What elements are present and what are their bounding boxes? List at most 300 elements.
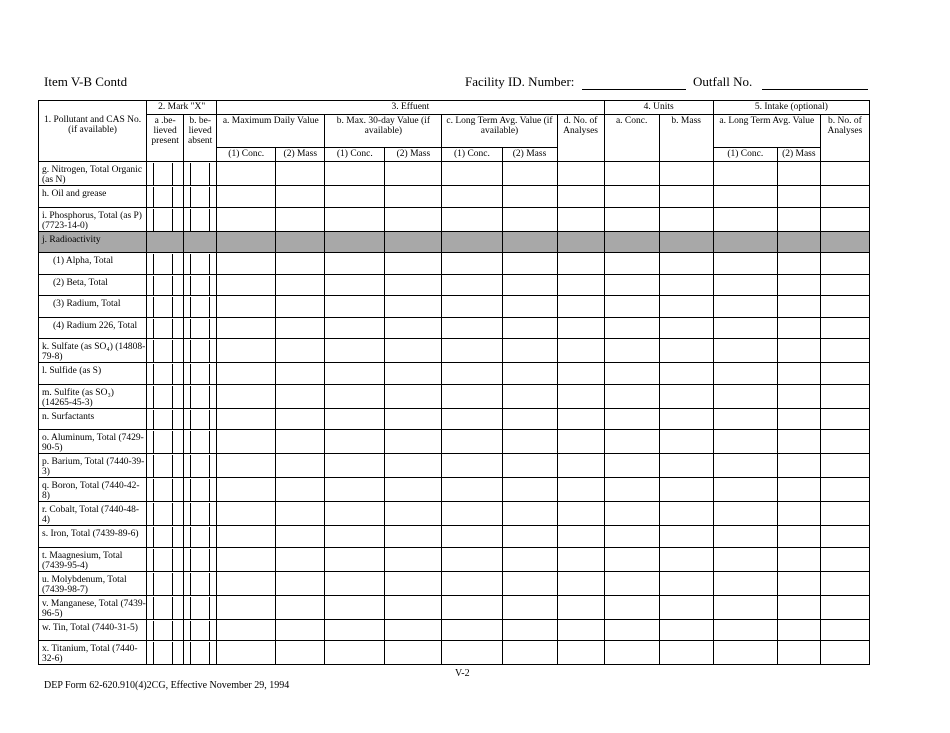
max-daily-mass-cell[interactable] — [276, 296, 325, 318]
max-30day-mass-cell[interactable] — [385, 502, 442, 526]
units-conc-cell[interactable] — [604, 207, 659, 231]
intake-conc-cell[interactable] — [713, 317, 777, 339]
max-daily-mass-cell[interactable] — [276, 317, 325, 339]
long-term-conc-cell[interactable] — [442, 408, 502, 430]
no-analyses-cell[interactable] — [557, 430, 604, 454]
believed-present-checkbox[interactable] — [147, 526, 184, 548]
units-conc-cell[interactable] — [604, 619, 659, 641]
max-30day-mass-cell[interactable] — [385, 296, 442, 318]
no-analyses-cell[interactable] — [557, 641, 604, 665]
believed-present-checkbox[interactable] — [147, 547, 184, 571]
units-conc-cell[interactable] — [604, 526, 659, 548]
max-30day-conc-cell[interactable] — [325, 296, 385, 318]
believed-present-checkbox[interactable] — [147, 408, 184, 430]
max-daily-mass-cell[interactable] — [276, 363, 325, 385]
believed-absent-checkbox[interactable] — [184, 547, 217, 571]
intake-mass-cell[interactable] — [777, 619, 820, 641]
max-30day-mass-cell[interactable] — [385, 595, 442, 619]
no-analyses-cell[interactable] — [557, 274, 604, 296]
long-term-mass-cell[interactable] — [502, 571, 557, 595]
believed-absent-checkbox[interactable] — [184, 207, 217, 231]
intake-mass-cell[interactable] — [777, 207, 820, 231]
intake-no-analyses-cell[interactable] — [820, 296, 869, 318]
intake-mass-cell[interactable] — [777, 454, 820, 478]
intake-no-analyses-cell[interactable] — [820, 339, 869, 363]
believed-absent-checkbox[interactable] — [184, 274, 217, 296]
max-30day-conc-cell[interactable] — [325, 408, 385, 430]
max-daily-mass-cell[interactable] — [276, 547, 325, 571]
long-term-mass-cell[interactable] — [502, 186, 557, 208]
no-analyses-cell[interactable] — [557, 186, 604, 208]
max-daily-mass-cell[interactable] — [276, 478, 325, 502]
intake-no-analyses-cell[interactable] — [820, 384, 869, 408]
intake-conc-cell[interactable] — [713, 619, 777, 641]
believed-absent-checkbox[interactable] — [184, 339, 217, 363]
max-30day-conc-cell[interactable] — [325, 162, 385, 186]
long-term-conc-cell[interactable] — [442, 186, 502, 208]
long-term-mass-cell[interactable] — [502, 619, 557, 641]
units-mass-cell[interactable] — [659, 207, 713, 231]
max-30day-conc-cell[interactable] — [325, 253, 385, 275]
units-conc-cell[interactable] — [604, 547, 659, 571]
max-daily-mass-cell[interactable] — [276, 274, 325, 296]
max-30day-mass-cell[interactable] — [385, 619, 442, 641]
long-term-conc-cell[interactable] — [442, 274, 502, 296]
intake-mass-cell[interactable] — [777, 363, 820, 385]
max-daily-mass-cell[interactable] — [276, 526, 325, 548]
max-30day-conc-cell[interactable] — [325, 384, 385, 408]
max-30day-mass-cell[interactable] — [385, 162, 442, 186]
believed-absent-checkbox[interactable] — [184, 296, 217, 318]
long-term-conc-cell[interactable] — [442, 641, 502, 665]
intake-mass-cell[interactable] — [777, 571, 820, 595]
intake-mass-cell[interactable] — [777, 408, 820, 430]
max-daily-conc-cell[interactable] — [217, 363, 276, 385]
believed-present-checkbox[interactable] — [147, 207, 184, 231]
max-30day-mass-cell[interactable] — [385, 363, 442, 385]
intake-no-analyses-cell[interactable] — [820, 595, 869, 619]
believed-absent-checkbox[interactable] — [184, 408, 217, 430]
max-daily-conc-cell[interactable] — [217, 274, 276, 296]
believed-present-checkbox[interactable] — [147, 162, 184, 186]
max-daily-conc-cell[interactable] — [217, 162, 276, 186]
max-daily-mass-cell[interactable] — [276, 619, 325, 641]
believed-absent-checkbox[interactable] — [184, 478, 217, 502]
long-term-conc-cell[interactable] — [442, 363, 502, 385]
believed-absent-checkbox[interactable] — [184, 641, 217, 665]
long-term-mass-cell[interactable] — [502, 274, 557, 296]
long-term-conc-cell[interactable] — [442, 253, 502, 275]
units-mass-cell[interactable] — [659, 619, 713, 641]
max-30day-conc-cell[interactable] — [325, 619, 385, 641]
intake-mass-cell[interactable] — [777, 547, 820, 571]
max-daily-conc-cell[interactable] — [217, 253, 276, 275]
max-30day-conc-cell[interactable] — [325, 207, 385, 231]
long-term-conc-cell[interactable] — [442, 339, 502, 363]
believed-absent-checkbox[interactable] — [184, 619, 217, 641]
intake-conc-cell[interactable] — [713, 641, 777, 665]
max-30day-conc-cell[interactable] — [325, 454, 385, 478]
long-term-mass-cell[interactable] — [502, 162, 557, 186]
units-conc-cell[interactable] — [604, 595, 659, 619]
max-daily-conc-cell[interactable] — [217, 595, 276, 619]
max-daily-conc-cell[interactable] — [217, 478, 276, 502]
intake-conc-cell[interactable] — [713, 408, 777, 430]
long-term-conc-cell[interactable] — [442, 619, 502, 641]
intake-conc-cell[interactable] — [713, 339, 777, 363]
intake-conc-cell[interactable] — [713, 571, 777, 595]
units-mass-cell[interactable] — [659, 296, 713, 318]
believed-absent-checkbox[interactable] — [184, 454, 217, 478]
max-daily-mass-cell[interactable] — [276, 430, 325, 454]
intake-mass-cell[interactable] — [777, 526, 820, 548]
max-30day-mass-cell[interactable] — [385, 186, 442, 208]
long-term-mass-cell[interactable] — [502, 317, 557, 339]
long-term-mass-cell[interactable] — [502, 547, 557, 571]
units-mass-cell[interactable] — [659, 478, 713, 502]
max-daily-conc-cell[interactable] — [217, 207, 276, 231]
max-30day-conc-cell[interactable] — [325, 547, 385, 571]
units-conc-cell[interactable] — [604, 408, 659, 430]
max-30day-mass-cell[interactable] — [385, 454, 442, 478]
no-analyses-cell[interactable] — [557, 207, 604, 231]
max-30day-conc-cell[interactable] — [325, 502, 385, 526]
no-analyses-cell[interactable] — [557, 502, 604, 526]
long-term-conc-cell[interactable] — [442, 526, 502, 548]
units-conc-cell[interactable] — [604, 186, 659, 208]
long-term-mass-cell[interactable] — [502, 384, 557, 408]
intake-no-analyses-cell[interactable] — [820, 547, 869, 571]
long-term-mass-cell[interactable] — [502, 454, 557, 478]
intake-conc-cell[interactable] — [713, 296, 777, 318]
intake-mass-cell[interactable] — [777, 339, 820, 363]
believed-present-checkbox[interactable] — [147, 571, 184, 595]
long-term-mass-cell[interactable] — [502, 502, 557, 526]
believed-absent-checkbox[interactable] — [184, 317, 217, 339]
long-term-mass-cell[interactable] — [502, 363, 557, 385]
intake-mass-cell[interactable] — [777, 274, 820, 296]
believed-absent-checkbox[interactable] — [184, 186, 217, 208]
no-analyses-cell[interactable] — [557, 454, 604, 478]
intake-no-analyses-cell[interactable] — [820, 641, 869, 665]
units-conc-cell[interactable] — [604, 339, 659, 363]
believed-present-checkbox[interactable] — [147, 363, 184, 385]
long-term-conc-cell[interactable] — [442, 502, 502, 526]
units-mass-cell[interactable] — [659, 162, 713, 186]
no-analyses-cell[interactable] — [557, 339, 604, 363]
long-term-conc-cell[interactable] — [442, 384, 502, 408]
intake-mass-cell[interactable] — [777, 430, 820, 454]
intake-conc-cell[interactable] — [713, 274, 777, 296]
intake-no-analyses-cell[interactable] — [820, 162, 869, 186]
believed-present-checkbox[interactable] — [147, 430, 184, 454]
long-term-mass-cell[interactable] — [502, 526, 557, 548]
max-30day-mass-cell[interactable] — [385, 207, 442, 231]
max-30day-conc-cell[interactable] — [325, 339, 385, 363]
believed-absent-checkbox[interactable] — [184, 384, 217, 408]
max-daily-conc-cell[interactable] — [217, 619, 276, 641]
believed-present-checkbox[interactable] — [147, 384, 184, 408]
max-daily-mass-cell[interactable] — [276, 571, 325, 595]
max-daily-conc-cell[interactable] — [217, 186, 276, 208]
long-term-mass-cell[interactable] — [502, 408, 557, 430]
believed-present-checkbox[interactable] — [147, 454, 184, 478]
units-mass-cell[interactable] — [659, 274, 713, 296]
no-analyses-cell[interactable] — [557, 253, 604, 275]
intake-no-analyses-cell[interactable] — [820, 478, 869, 502]
units-mass-cell[interactable] — [659, 384, 713, 408]
no-analyses-cell[interactable] — [557, 296, 604, 318]
believed-absent-checkbox[interactable] — [184, 430, 217, 454]
believed-present-checkbox[interactable] — [147, 317, 184, 339]
max-daily-mass-cell[interactable] — [276, 408, 325, 430]
intake-conc-cell[interactable] — [713, 162, 777, 186]
max-30day-mass-cell[interactable] — [385, 547, 442, 571]
units-conc-cell[interactable] — [604, 478, 659, 502]
max-daily-mass-cell[interactable] — [276, 162, 325, 186]
max-30day-conc-cell[interactable] — [325, 478, 385, 502]
intake-mass-cell[interactable] — [777, 186, 820, 208]
intake-mass-cell[interactable] — [777, 641, 820, 665]
believed-present-checkbox[interactable] — [147, 253, 184, 275]
max-30day-mass-cell[interactable] — [385, 571, 442, 595]
long-term-conc-cell[interactable] — [442, 478, 502, 502]
intake-no-analyses-cell[interactable] — [820, 274, 869, 296]
checkbox-frame — [153, 340, 173, 362]
no-analyses-cell[interactable] — [557, 162, 604, 186]
no-analyses-cell[interactable] — [557, 526, 604, 548]
intake-conc-cell[interactable] — [713, 253, 777, 275]
units-mass-cell[interactable] — [659, 502, 713, 526]
intake-no-analyses-cell[interactable] — [820, 207, 869, 231]
long-term-conc-cell[interactable] — [442, 162, 502, 186]
believed-absent-checkbox[interactable] — [184, 363, 217, 385]
intake-no-analyses-cell[interactable] — [820, 408, 869, 430]
max-30day-mass-cell[interactable] — [385, 641, 442, 665]
believed-absent-checkbox[interactable] — [184, 571, 217, 595]
no-analyses-cell[interactable] — [557, 478, 604, 502]
believed-present-checkbox[interactable] — [147, 296, 184, 318]
max-30day-conc-cell[interactable] — [325, 363, 385, 385]
long-term-mass-cell[interactable] — [502, 430, 557, 454]
long-term-mass-cell[interactable] — [502, 207, 557, 231]
max-daily-conc-cell[interactable] — [217, 408, 276, 430]
max-daily-mass-cell[interactable] — [276, 641, 325, 665]
long-term-conc-cell[interactable] — [442, 571, 502, 595]
pollutant-label: v. Manganese, Total (7439-96-5) — [39, 595, 147, 619]
units-mass-cell[interactable] — [659, 363, 713, 385]
units-mass-cell[interactable] — [659, 408, 713, 430]
max-daily-conc-cell[interactable] — [217, 547, 276, 571]
no-analyses-cell[interactable] — [557, 408, 604, 430]
units-mass-cell[interactable] — [659, 571, 713, 595]
intake-conc-cell[interactable] — [713, 186, 777, 208]
units-conc-cell[interactable] — [604, 454, 659, 478]
max-30day-mass-cell[interactable] — [385, 317, 442, 339]
believed-present-checkbox[interactable] — [147, 595, 184, 619]
max-daily-conc-cell[interactable] — [217, 317, 276, 339]
units-conc-cell[interactable] — [604, 296, 659, 318]
max-30day-conc-cell[interactable] — [325, 595, 385, 619]
intake-no-analyses-cell[interactable] — [820, 502, 869, 526]
max-30day-mass-cell[interactable] — [385, 430, 442, 454]
units-conc-cell[interactable] — [604, 274, 659, 296]
intake-mass-cell[interactable] — [777, 384, 820, 408]
max-daily-mass-cell[interactable] — [276, 384, 325, 408]
believed-absent-checkbox[interactable] — [184, 162, 217, 186]
intake-no-analyses-cell[interactable] — [820, 253, 869, 275]
no-analyses-cell[interactable] — [557, 595, 604, 619]
intake-mass-cell[interactable] — [777, 253, 820, 275]
max-daily-mass-cell[interactable] — [276, 454, 325, 478]
believed-present-checkbox[interactable] — [147, 274, 184, 296]
max-30day-mass-cell[interactable] — [385, 274, 442, 296]
believed-absent-checkbox[interactable] — [184, 526, 217, 548]
max-30day-conc-cell[interactable] — [325, 430, 385, 454]
facility-id-field[interactable] — [582, 89, 686, 90]
units-conc-cell[interactable] — [604, 384, 659, 408]
max-30day-mass-cell[interactable] — [385, 339, 442, 363]
max-30day-conc-cell[interactable] — [325, 526, 385, 548]
intake-conc-cell[interactable] — [713, 526, 777, 548]
max-30day-conc-cell[interactable] — [325, 571, 385, 595]
units-conc-cell[interactable] — [604, 571, 659, 595]
max-daily-conc-cell[interactable] — [217, 384, 276, 408]
max-daily-mass-cell[interactable] — [276, 207, 325, 231]
believed-present-checkbox[interactable] — [147, 478, 184, 502]
long-term-mass-cell[interactable] — [502, 296, 557, 318]
no-analyses-cell[interactable] — [557, 317, 604, 339]
max-daily-mass-cell[interactable] — [276, 339, 325, 363]
long-term-mass-cell[interactable] — [502, 641, 557, 665]
max-daily-mass-cell[interactable] — [276, 186, 325, 208]
units-conc-cell[interactable] — [604, 430, 659, 454]
max-30day-mass-cell[interactable] — [385, 526, 442, 548]
units-conc-cell[interactable] — [604, 162, 659, 186]
intake-conc-cell[interactable] — [713, 547, 777, 571]
intake-conc-cell[interactable] — [713, 430, 777, 454]
long-term-mass-cell[interactable] — [502, 339, 557, 363]
intake-no-analyses-cell[interactable] — [820, 571, 869, 595]
believed-absent-checkbox[interactable] — [184, 502, 217, 526]
max-30day-mass-cell[interactable] — [385, 384, 442, 408]
max-daily-conc-cell[interactable] — [217, 641, 276, 665]
believed-absent-checkbox[interactable] — [184, 595, 217, 619]
max-30day-conc-cell[interactable] — [325, 274, 385, 296]
max-daily-conc-cell[interactable] — [217, 502, 276, 526]
max-daily-conc-cell[interactable] — [217, 571, 276, 595]
long-term-conc-cell[interactable] — [442, 317, 502, 339]
intake-no-analyses-cell[interactable] — [820, 430, 869, 454]
intake-conc-cell[interactable] — [713, 478, 777, 502]
units-conc-cell[interactable] — [604, 253, 659, 275]
intake-conc-cell[interactable] — [713, 384, 777, 408]
long-term-mass-cell[interactable] — [502, 595, 557, 619]
units-conc-cell[interactable] — [604, 363, 659, 385]
intake-no-analyses-cell[interactable] — [820, 186, 869, 208]
intake-no-analyses-cell[interactable] — [820, 454, 869, 478]
max-30day-mass-cell[interactable] — [385, 478, 442, 502]
long-term-conc-cell[interactable] — [442, 430, 502, 454]
max-daily-mass-cell[interactable] — [276, 502, 325, 526]
units-mass-cell[interactable] — [659, 454, 713, 478]
intake-conc-cell[interactable] — [713, 207, 777, 231]
checkbox-frame — [190, 503, 210, 525]
long-term-mass-cell[interactable] — [502, 478, 557, 502]
units-mass-cell[interactable] — [659, 547, 713, 571]
no-analyses-cell[interactable] — [557, 384, 604, 408]
intake-no-analyses-cell[interactable] — [820, 317, 869, 339]
intake-conc-cell[interactable] — [713, 595, 777, 619]
believed-present-checkbox[interactable] — [147, 619, 184, 641]
max-30day-conc-cell[interactable] — [325, 317, 385, 339]
max-30day-mass-cell[interactable] — [385, 253, 442, 275]
no-analyses-cell[interactable] — [557, 363, 604, 385]
intake-mass-cell[interactable] — [777, 296, 820, 318]
units-mass-cell[interactable] — [659, 339, 713, 363]
max-daily-conc-cell[interactable] — [217, 430, 276, 454]
outfall-field[interactable] — [762, 89, 868, 90]
believed-present-checkbox[interactable] — [147, 186, 184, 208]
intake-no-analyses-cell[interactable] — [820, 526, 869, 548]
long-term-conc-cell[interactable] — [442, 296, 502, 318]
intake-mass-cell[interactable] — [777, 502, 820, 526]
max-daily-mass-cell[interactable] — [276, 595, 325, 619]
long-term-conc-cell[interactable] — [442, 547, 502, 571]
units-mass-cell[interactable] — [659, 186, 713, 208]
units-conc-cell[interactable] — [604, 502, 659, 526]
max-30day-conc-cell[interactable] — [325, 641, 385, 665]
max-daily-conc-cell[interactable] — [217, 339, 276, 363]
believed-present-checkbox[interactable] — [147, 641, 184, 665]
max-daily-conc-cell[interactable] — [217, 526, 276, 548]
long-term-conc-cell[interactable] — [442, 207, 502, 231]
intake-no-analyses-cell[interactable] — [820, 363, 869, 385]
long-term-mass-cell[interactable] — [502, 253, 557, 275]
pollutant-label: (4) Radium 226, Total — [39, 317, 147, 339]
units-mass-cell[interactable] — [659, 317, 713, 339]
believed-present-checkbox[interactable] — [147, 339, 184, 363]
no-analyses-cell[interactable] — [557, 547, 604, 571]
max-30day-mass-cell[interactable] — [385, 408, 442, 430]
believed-absent-checkbox[interactable] — [184, 253, 217, 275]
max-daily-conc-cell[interactable] — [217, 296, 276, 318]
intake-mass-cell[interactable] — [777, 595, 820, 619]
units-conc-cell[interactable] — [604, 641, 659, 665]
intake-no-analyses-cell[interactable] — [820, 619, 869, 641]
max-daily-mass-cell[interactable] — [276, 253, 325, 275]
intake-conc-cell[interactable] — [713, 363, 777, 385]
no-analyses-cell[interactable] — [557, 571, 604, 595]
intake-mass-cell[interactable] — [777, 162, 820, 186]
intake-mass-cell[interactable] — [777, 478, 820, 502]
units-mass-cell[interactable] — [659, 253, 713, 275]
long-term-conc-cell[interactable] — [442, 595, 502, 619]
max-daily-conc-cell[interactable] — [217, 454, 276, 478]
intake-conc-cell[interactable] — [713, 502, 777, 526]
believed-present-checkbox[interactable] — [147, 502, 184, 526]
no-analyses-cell[interactable] — [557, 619, 604, 641]
units-mass-cell[interactable] — [659, 526, 713, 548]
intake-conc-cell[interactable] — [713, 454, 777, 478]
units-conc-cell[interactable] — [604, 317, 659, 339]
long-term-conc-cell[interactable] — [442, 454, 502, 478]
units-mass-cell[interactable] — [659, 595, 713, 619]
intake-mass-cell[interactable] — [777, 317, 820, 339]
units-mass-cell[interactable] — [659, 430, 713, 454]
units-mass-cell[interactable] — [659, 641, 713, 665]
max-30day-conc-cell[interactable] — [325, 186, 385, 208]
